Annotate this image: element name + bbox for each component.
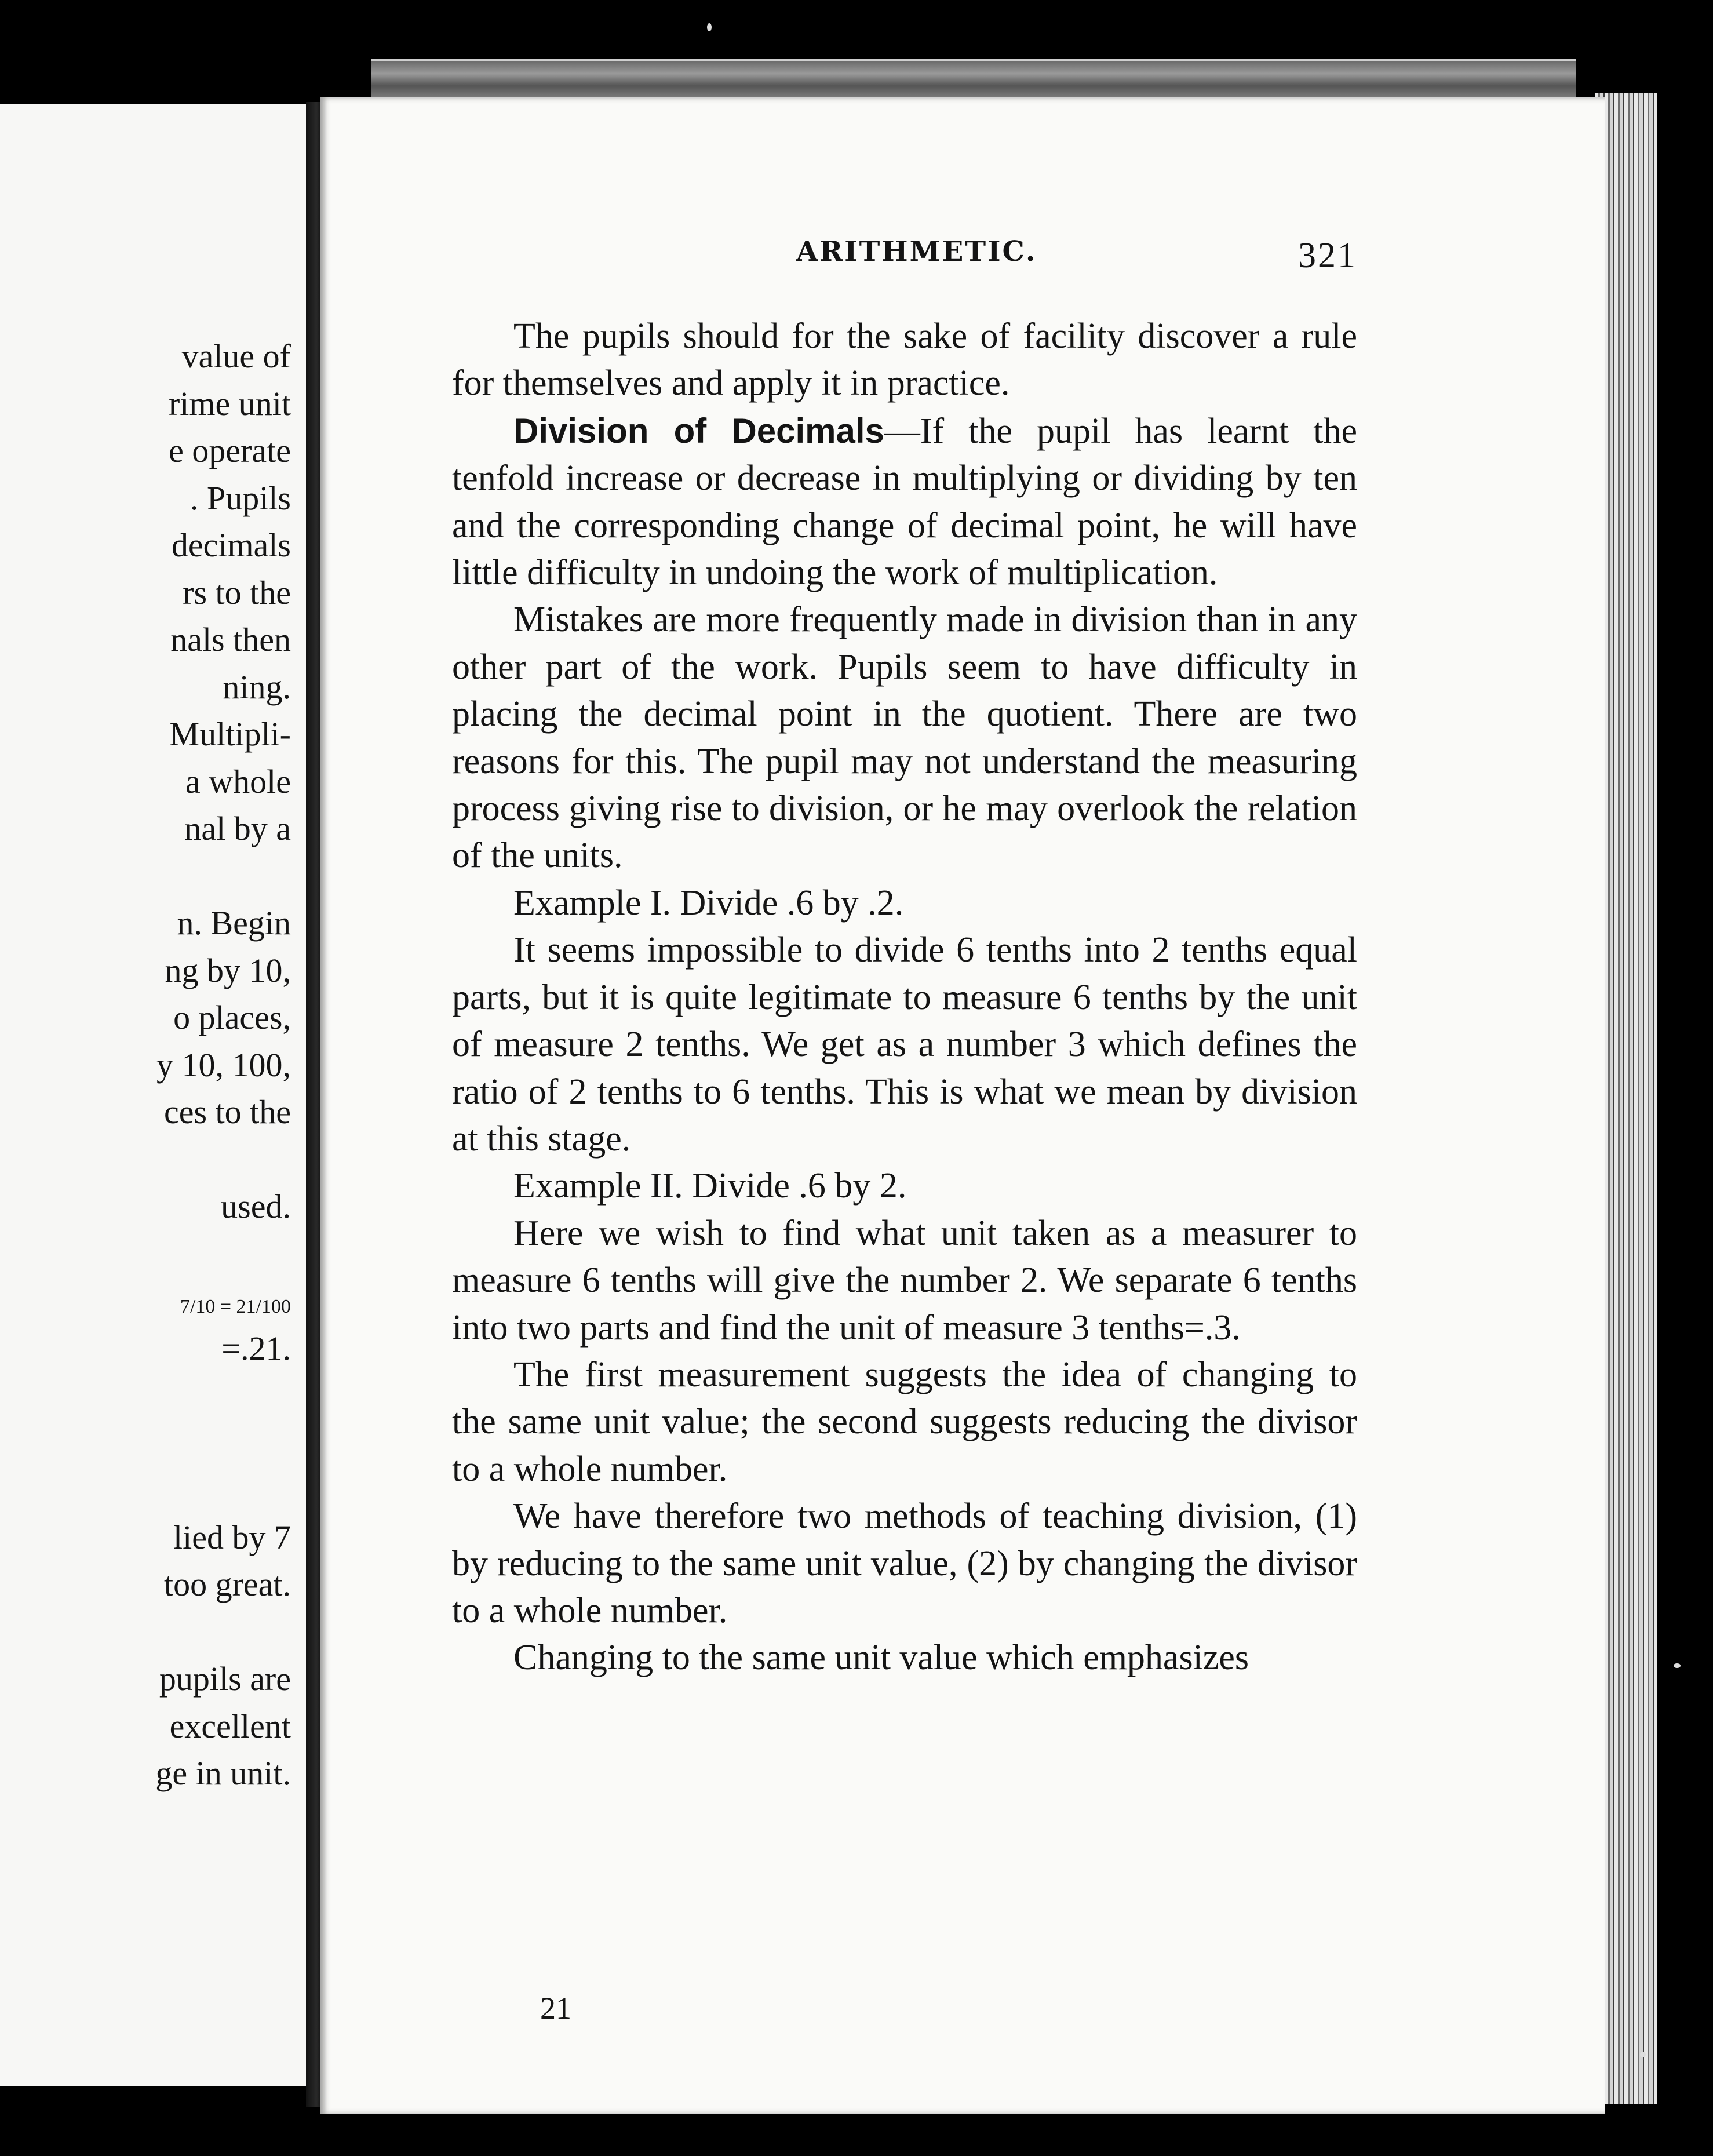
body-text bbox=[452, 313, 1357, 1682]
paragraph bbox=[452, 1493, 1357, 1634]
paragraph bbox=[452, 927, 1357, 1163]
paragraph-text: Changing to the same unit value which emphasizes bbox=[513, 1638, 1249, 1678]
left-page-line: nals then bbox=[170, 621, 291, 658]
paragraph-text: —If the pupil has learnt the tenfold increase or decrease in multiplying or dividing by ten and the corresponding change of decimal point, he will have little difficulty in undoing the work of multiplication. bbox=[452, 411, 1357, 593]
paragraph-text: The pupils should for the sake of facility discover a rule for themselves and apply it in practice. bbox=[452, 316, 1357, 403]
dust-speck bbox=[707, 23, 712, 31]
left-page-line: e operate bbox=[169, 432, 291, 469]
paragraph bbox=[452, 1634, 1357, 1681]
left-page-line: lied by 7 bbox=[173, 1518, 291, 1556]
left-page-line: nal by a bbox=[184, 810, 291, 847]
left-page-line: value of bbox=[181, 337, 291, 375]
left-page-line: excellent bbox=[169, 1707, 291, 1745]
left-page-line: ning. bbox=[223, 668, 291, 706]
example-line: Example I. Divide .6 by .2. bbox=[513, 883, 904, 923]
paragraph-text: It seems impossible to divide 6 tenths into 2 tenths equal parts, but it is quite legitimate to measure 6 tenths by the unit of measure 2 tenths. We get as a number 3 which defines the ratio of 2 tenths to 6 tenths. This is what we mean by division at this stage. bbox=[452, 930, 1357, 1159]
left-page-line: too great. bbox=[163, 1565, 291, 1603]
left-page-line: . Pupils bbox=[189, 479, 291, 517]
paragraph-text: Here we wish to find what unit taken as a measurer to measure 6 tenths will give the number 2. We separate 6 tenths into two parts and find the unit of measure 3 tenths=.3. bbox=[452, 1213, 1357, 1348]
left-page-fraction: 7/10 = 21/100 bbox=[180, 1296, 291, 1317]
section-paragraph bbox=[452, 407, 1357, 597]
page-number: 321 bbox=[1298, 236, 1357, 275]
paragraph bbox=[452, 313, 1357, 407]
paragraph bbox=[452, 596, 1357, 879]
right-page bbox=[320, 97, 1605, 2114]
example-line: Example II. Divide .6 by 2. bbox=[513, 1166, 907, 1206]
left-page-line: y 10, 100, bbox=[156, 1046, 291, 1084]
left-page-line: n. Begin bbox=[177, 904, 291, 942]
dust-speck bbox=[1640, 2052, 1646, 2057]
left-page-line: rime unit bbox=[168, 384, 291, 423]
paragraph bbox=[452, 1210, 1357, 1352]
left-page-line: ces to the bbox=[163, 1093, 291, 1131]
left-page-line: o places, bbox=[173, 999, 291, 1036]
page-stack-top-edge bbox=[371, 59, 1576, 102]
left-page-line: Multipli- bbox=[169, 715, 291, 753]
left-page-line: decimals bbox=[171, 526, 291, 564]
signature-mark: 21 bbox=[540, 1991, 571, 2026]
left-page bbox=[0, 104, 309, 2086]
left-page-line: used. bbox=[221, 1188, 291, 1225]
left-page-line: ge in unit. bbox=[155, 1754, 291, 1792]
paragraph bbox=[452, 1352, 1357, 1493]
left-page-line: ng by 10, bbox=[165, 951, 291, 989]
left-page-line: rs to the bbox=[183, 573, 291, 611]
running-title: ARITHMETIC. bbox=[796, 235, 1037, 268]
paragraph-text: Mistakes are more frequently made in division than in any other part of the work. Pupils seem to have difficulty in placing the decimal point in the quotient. There are two reasons for this. The pupil may not understand the measuring process giving rise to division, or he may overlook the relation of the units. bbox=[452, 600, 1357, 876]
left-page-line: pupils are bbox=[159, 1660, 291, 1698]
paragraph-text: The first measurement suggests the idea of changing to the same unit value; the second suggests reducing the divisor to a whole number. bbox=[452, 1354, 1357, 1489]
section-heading: Division of Decimals bbox=[513, 411, 884, 450]
paragraph-text: We have therefore two methods of teaching division, (1) by reducing to the same unit value, (2) by changing the divisor to a whole number. bbox=[452, 1496, 1357, 1630]
left-page-line: =.21. bbox=[221, 1329, 291, 1367]
left-page-line: a whole bbox=[185, 762, 291, 800]
dust-speck bbox=[1674, 1663, 1681, 1668]
